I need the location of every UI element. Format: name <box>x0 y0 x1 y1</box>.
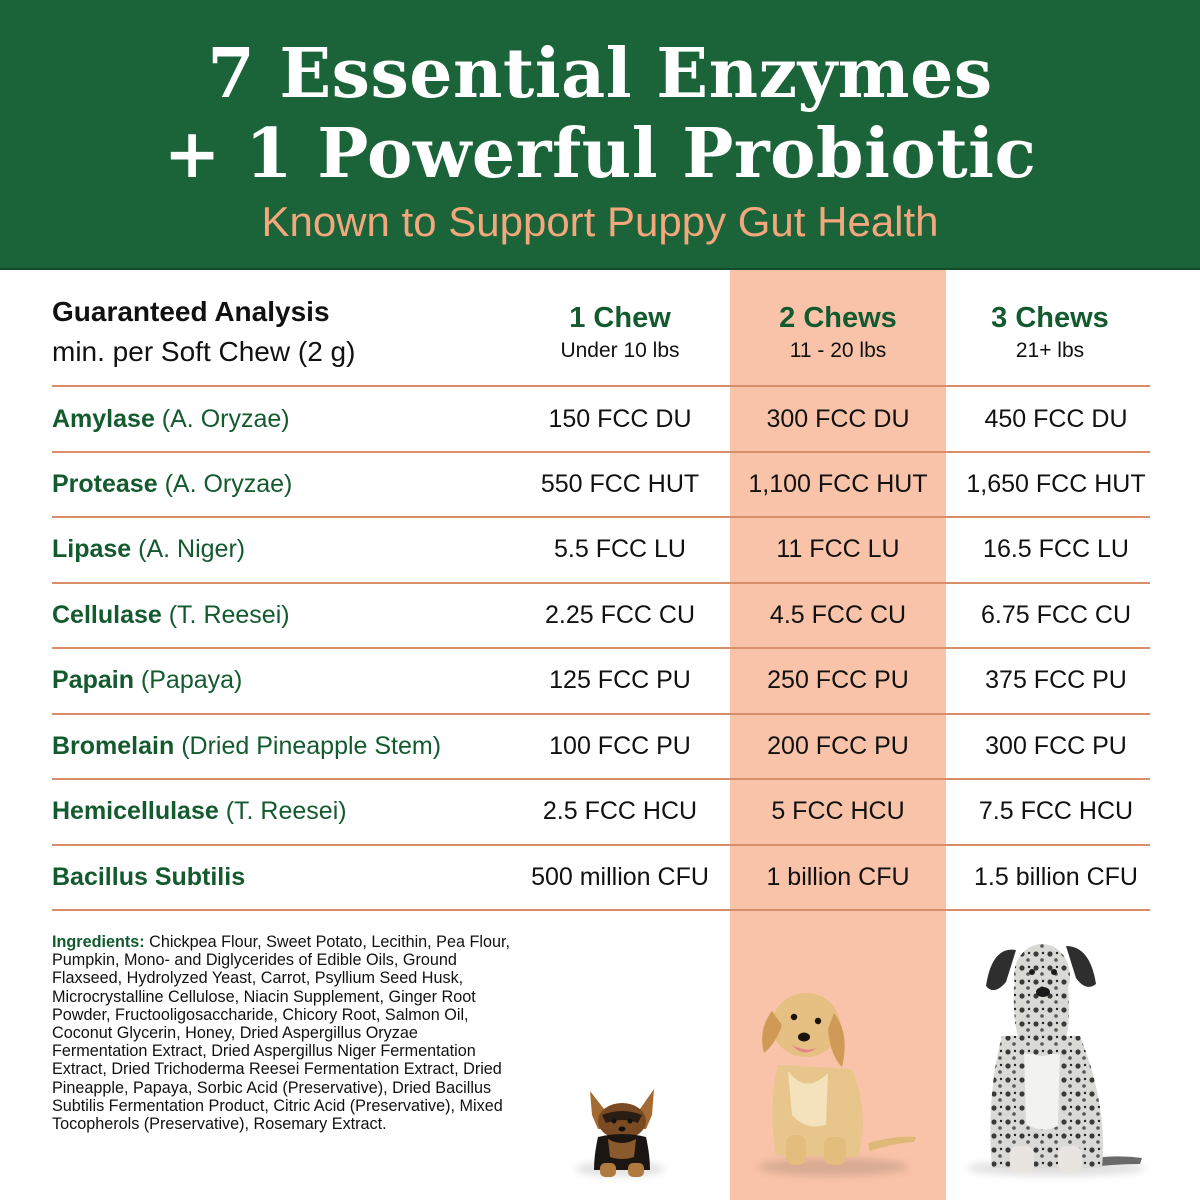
column-qty: 1 Chew <box>569 302 671 334</box>
row-label <box>52 452 292 517</box>
cell-3-chews: 450 FCC DU <box>984 405 1128 433</box>
table-row <box>0 648 1200 713</box>
table-row <box>0 583 1200 648</box>
headline-line-1: 7 Essential Enzymes <box>207 34 993 114</box>
cell-3-chews: 1.5 billion CFU <box>974 863 1138 891</box>
cell-2-chews: 1,100 FCC HUT <box>748 470 928 498</box>
column-header-1-chew <box>510 300 730 366</box>
row-label <box>52 779 347 844</box>
cell-1-chew: 2.25 FCC CU <box>544 601 696 629</box>
enzyme-name: Bromelain <box>52 732 175 760</box>
cell-1-chew: 150 FCC DU <box>548 405 692 433</box>
column-weight: 21+ lbs <box>1015 339 1085 362</box>
row-label <box>52 583 290 648</box>
enzyme-source: (A. Niger) <box>131 535 246 563</box>
ingredients-text <box>52 933 512 1133</box>
ingredients-label: Ingredients: <box>52 933 145 951</box>
cell-3-chews: 375 FCC PU <box>985 666 1127 694</box>
table-row <box>0 714 1200 779</box>
cell-3-chews: 1,650 FCC HUT <box>966 470 1146 498</box>
table-title: Guaranteed Analysis <box>52 296 330 327</box>
enzyme-name: Amylase <box>52 405 155 433</box>
enzyme-source: (A. Oryzae) <box>154 405 290 433</box>
enzyme-name: Lipase <box>52 535 132 563</box>
column-header-3-chews <box>946 300 1154 366</box>
ingredients-list: Chickpea Flour, Sweet Potato, Lecithin, Pea Flour, Pumpkin, Mono- and Diglycerides of Edible Oils, Ground Flaxseed, Hydrolyzed Yeast, Carrot, Psyllium Seed Husk, Microcrystalline Cellulose, Niacin Supplement, Ginger Root Powder, Fructooligosaccharide, Chicory Root, Salmon Oil, Coconut Glycerin, Honey, Dried Aspergillus Oryzae Fermentation Extract, Dried Aspergillus Niger Fermentation Extract, Dried Trichoderma Reesei Fermentation Extract, Dried Pineapple, Papaya, Sorbic Acid (Preservative), Dried Bacillus Subtilis Fermentation Product, Citric Acid (Preservative), Mixed Tocopherols (Preservative), Rosemary Extract. <box>52 933 510 1134</box>
enzyme-name: Papain <box>52 666 134 694</box>
small-puppy-image <box>572 1085 672 1180</box>
enzyme-name: Protease <box>52 470 158 498</box>
probiotic-name: Bacillus Subtilis <box>52 863 246 891</box>
cell-3-chews: 300 FCC PU <box>985 732 1127 760</box>
table-row <box>0 387 1200 452</box>
cell-2-chews: 5 FCC HCU <box>771 797 905 825</box>
enzyme-source: (T. Reesei) <box>218 797 347 825</box>
cell-3-chews: 6.75 FCC CU <box>980 601 1132 629</box>
enzyme-source: (T. Reesei) <box>161 601 290 629</box>
cell-1-chew: 100 FCC PU <box>549 732 691 760</box>
cell-2-chews: 200 FCC PU <box>767 732 909 760</box>
row-label <box>52 517 245 582</box>
row-label <box>52 648 242 713</box>
cell-2-chews: 1 billion CFU <box>766 863 910 891</box>
cell-2-chews: 300 FCC DU <box>766 405 910 433</box>
enzyme-name: Cellulase <box>52 601 162 629</box>
row-label <box>52 845 245 910</box>
column-weight: Under 10 lbs <box>560 339 680 362</box>
enzyme-source: (A. Oryzae) <box>157 470 293 498</box>
cell-2-chews: 4.5 FCC CU <box>769 601 907 629</box>
column-qty: 2 Chews <box>779 302 897 334</box>
cell-1-chew: 500 million CFU <box>531 863 709 891</box>
row-label <box>52 387 290 452</box>
headline-line-2: + 1 Powerful Probiotic <box>163 114 1037 194</box>
cell-1-chew: 125 FCC PU <box>549 666 691 694</box>
header-banner <box>0 0 1200 270</box>
table-subtitle: min. per Soft Chew (2 g) <box>52 336 356 367</box>
cell-3-chews: 16.5 FCC LU <box>983 535 1129 563</box>
enzyme-source: (Dried Pineapple Stem) <box>174 732 442 760</box>
divider <box>52 909 1150 911</box>
column-weight: 11 - 20 lbs <box>789 339 887 362</box>
cell-1-chew: 2.5 FCC HCU <box>542 797 698 825</box>
enzyme-name: Hemicellulase <box>52 797 219 825</box>
cell-1-chew: 5.5 FCC LU <box>554 535 686 563</box>
table-row <box>0 517 1200 582</box>
table-row <box>0 452 1200 517</box>
medium-puppy-image <box>748 985 918 1175</box>
cell-1-chew: 550 FCC HUT <box>540 470 700 498</box>
column-header-2-chews <box>730 300 946 366</box>
subheadline: Known to Support Puppy Gut Health <box>261 198 939 245</box>
large-puppy-image <box>962 936 1152 1176</box>
cell-3-chews: 7.5 FCC HCU <box>978 797 1134 825</box>
table-row <box>0 845 1200 910</box>
table-row <box>0 779 1200 844</box>
cell-2-chews: 11 FCC LU <box>776 535 900 563</box>
cell-2-chews: 250 FCC PU <box>767 666 909 694</box>
column-qty: 3 Chews <box>991 302 1109 334</box>
enzyme-source: (Papaya) <box>133 666 243 694</box>
row-label <box>52 714 441 779</box>
